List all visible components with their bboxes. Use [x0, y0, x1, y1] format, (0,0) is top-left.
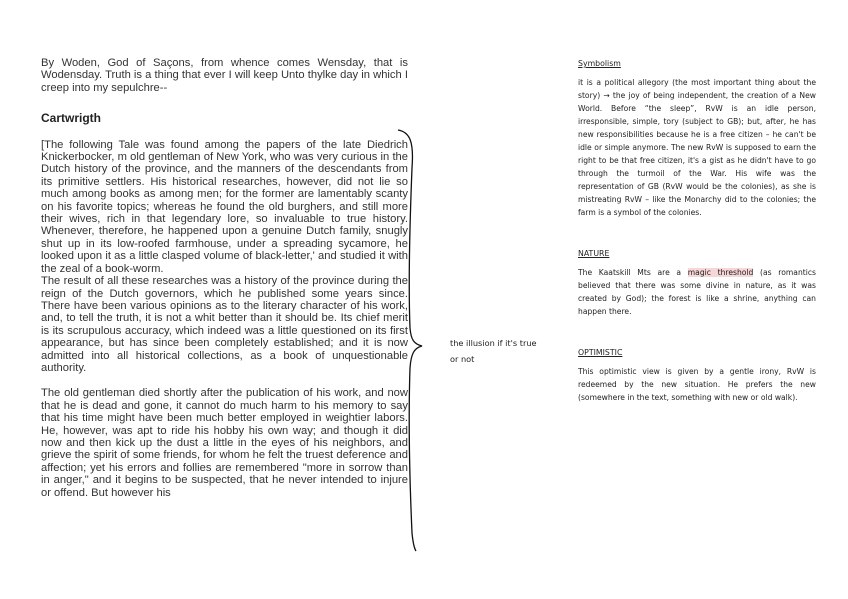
optimistic-title: OPTIMISTIC	[578, 348, 623, 357]
nature-text-after: (as romantics believed that there was some divine in nature, as it was created by God); the forest is like a shrine, anything can happen there.	[578, 268, 816, 316]
optimistic-note	[578, 346, 816, 404]
highlighted-phrase: magic threshold	[687, 268, 754, 277]
nature-note	[578, 247, 816, 318]
annotation-column	[578, 57, 816, 404]
nature-title: NATURE	[578, 249, 610, 258]
tale-paragraph-2: The result of all these researches was a history of the province during the reign of the Dutch governors, which he published some years since. There have been various opinions as to the literary character of his work, and, to tell the truth, it is not a whit better than it should be. Its chief merit is its scrupulous accuracy, which indeed was a little questioned on its first appearance, but has since been completely established; and it is now admitted into all historical collections, as a book of unquestionable authority.	[41, 275, 408, 374]
nature-body	[578, 266, 816, 318]
section-heading: Cartwrigth	[41, 111, 101, 126]
symbolism-title: Symbolism	[578, 59, 621, 68]
main-text-column	[41, 57, 408, 499]
tale-paragraph-1: [The following Tale was found among the papers of the late Diedrich Knickerbocker, m old gentleman of New York, who was very curious in the Dutch history of the province, and the manners of the descendants from its primitive settlers. His historical researches, however, did not lie so much among books as among men; for the former are lamentably scanty on his favorite topics; whereas he found the old burghers, and still more their wives, rich in that legendary lore, so invaluable to true history. Whenever, therefore, he happened upon a genuine Dutch family, snugly shut up in its low-roofed farmhouse, under a spreading sycamore, he looked upon it as a little clasped volume of black-letter,' and studied it with the zeal of a book-worm.	[41, 138, 408, 275]
optimistic-body: This optimistic view is given by a gentle irony, RvW is redeemed by the new situation. He prefers the new (somewhere in the text, something with new or old walk).	[578, 367, 816, 402]
symbolism-body: it is a political allegory (the most important thing about the story) → the joy of being independent, the creation of a New World. Before “the sleep”, RvW is an idle person, irresponsible, simple, tory (subject to GB); but, after, he has new responsibilities because he is a free citizen – he can't be idle or simple anymore. The new RvW is supposed to earn the right to be that free citizen, it's a gist as he didn't have to go through the turmoil of the War. His wife was the representation of GB (RvW would be the colonies), as she is mistreating RvW – like the Monarchy did to the colonies; the farm is a symbol of the colonies.	[578, 78, 816, 217]
nature-text-before: The Kaatskill Mts are a	[578, 268, 688, 277]
opening-paragraph: By Woden, God of Saçons, from whence comes Wensday, that is Wodensday. Truth is a thing that ever I will keep Unto thylke day in which I creep into my sepulchre--	[41, 57, 408, 94]
curly-brace-mark	[396, 128, 426, 553]
tale-paragraph-3: The old gentleman died shortly after the publication of his work, and now that he is dead and gone, it cannot do much harm to his memory to say that his time might have been much better employed in weightier labors. He, however, was apt to ride his hobby his own way; and though it did now and then kick up the dust a little in the eyes of his neighbors, and grieve the spirit of some friends, for whom he felt the truest deference and affection; yet his errors and follies are remembered "more in sorrow than in anger," and it begins to be suspected, that he never intended to injure or offend. But however his	[41, 387, 408, 499]
symbolism-note	[578, 57, 816, 219]
margin-note: the illusion if it's true or not	[450, 338, 537, 364]
